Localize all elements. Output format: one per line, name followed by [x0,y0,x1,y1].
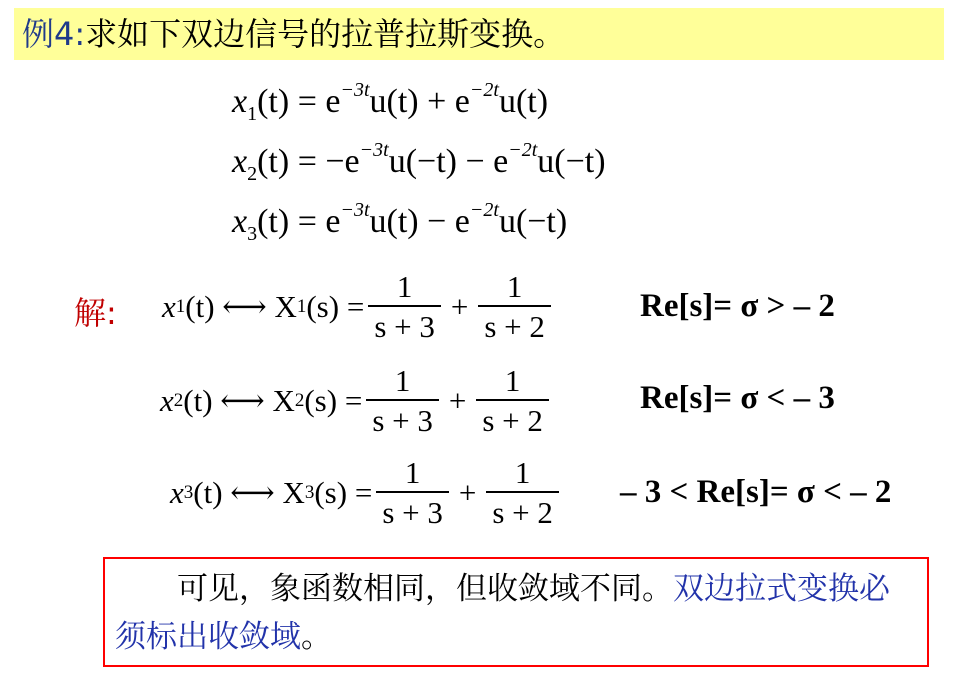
roc-x1: Re[s]= σ > – 2 [640,288,835,324]
slide-title [22,12,565,56]
example-label: 例4: [22,15,86,53]
fraction-1-over-s-plus-3: $\frac{1}{s + 3}$ [368,269,441,345]
roc-x2: Re[s]= σ < – 3 [640,380,835,416]
conclusion-text: 可见，象函数相同，但收敛域不同。双边拉式变换必须标出收敛域。 [115,571,890,655]
fraction-1-over-s-plus-2: $\frac{1}{s + 2}$ [478,269,551,345]
fraction-1-over-s-plus-3: $\frac{1}{s + 3}$ [376,455,449,531]
fraction-1-over-s-plus-3: $\frac{1}{s + 3}$ [366,363,439,439]
roc-x3: – 3 < Re[s]= σ < – 2 [620,474,892,510]
fraction-1-over-s-plus-2: $\frac{1}{s + 2}$ [486,455,559,531]
signal-x2: $x_2(t) = -e^{-3t}u(-t) - e^{-2t}u(-t)$ [232,139,606,185]
transform-x1: x 1 (t) ⟷ X 1 (s) = $\frac{1}{s + 3}$ + $\frac{1}{s + 2}$ [162,264,555,350]
fraction-1-over-s-plus-2: $\frac{1}{s + 2}$ [476,363,549,439]
conclusion-box [103,557,929,667]
signal-x1: $x_1(t) = e^{-3t}u(t) + e^{-2t}u(t)$ [232,79,549,125]
title-text: 求如下双边信号的拉普拉斯变换。 [85,15,566,53]
solution-label: 解: [74,294,117,332]
signal-x3: $x_3(t) = e^{-3t}u(t) - e^{-2t}u(-t)$ [232,199,568,245]
transform-x2: x 2 (t) ⟷ X 2 (s) = $\frac{1}{s + 3}$ + $\frac{1}{s + 2}$ [160,358,553,444]
transform-x3: x 3 (t) ⟷ X 3 (s) = $\frac{1}{s + 3}$ + $\frac{1}{s + 2}$ [170,450,563,536]
